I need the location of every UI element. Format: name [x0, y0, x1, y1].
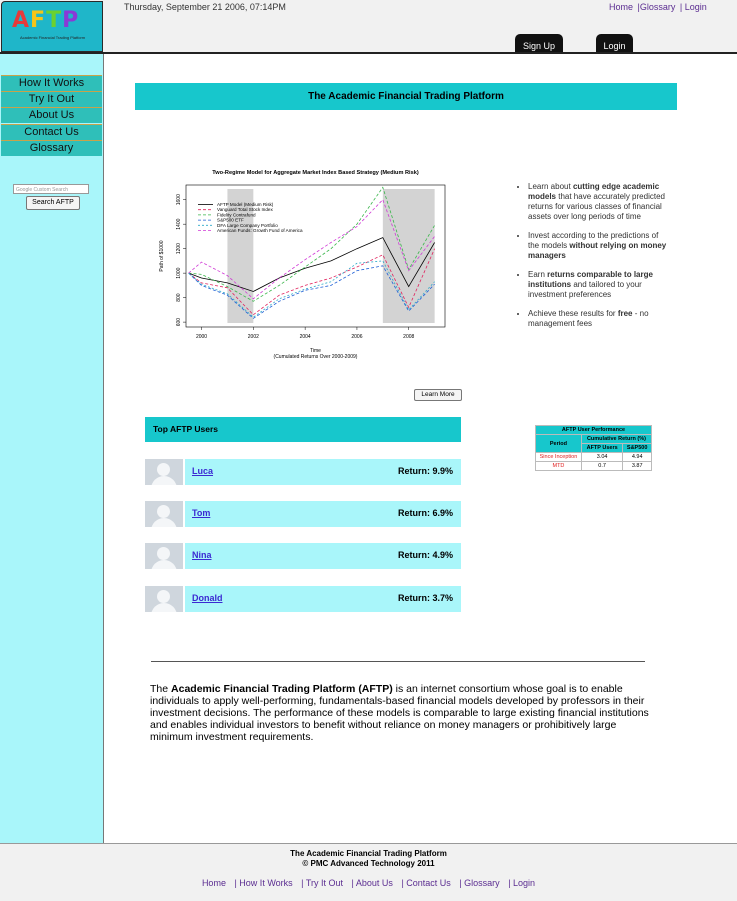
- logo-subtitle: Academic Financial Trading Platform: [20, 35, 86, 40]
- y-tick-label: 1000: [176, 267, 182, 279]
- aftp-users-header: AFTP Users: [581, 444, 622, 453]
- y-tick-label: 1600: [176, 194, 182, 206]
- footer-copyright: © PMC Advanced Technology 2011: [302, 859, 435, 868]
- user-row: [145, 459, 461, 485]
- avatar: [145, 586, 183, 612]
- footer-nav-try-it-out[interactable]: | Try It Out: [301, 878, 344, 888]
- feature-item: • Earn returns comparable to large institutions and tailored to your investment preferences: [528, 270, 670, 300]
- top-nav: [609, 2, 709, 12]
- user-row: [145, 586, 461, 612]
- feature-item: • Learn about cutting edge academic models that have accurately predicted returns for various classes of financial assets over long periods of time: [528, 182, 670, 222]
- footer-nav-contact-us[interactable]: | Contact Us: [401, 878, 451, 888]
- sign-up-button[interactable]: Sign Up: [515, 34, 563, 52]
- top-nav-glossary[interactable]: |Glossary: [637, 2, 676, 12]
- footer-nav: [0, 878, 737, 888]
- user-return: Return: 6.9%: [397, 508, 453, 518]
- sidebar-item-try-it-out[interactable]: Try It Out: [1, 91, 102, 107]
- user-name-link[interactable]: Luca: [192, 466, 214, 476]
- user-name-link[interactable]: Donald: [192, 593, 223, 603]
- footer-nav-home[interactable]: Home: [201, 878, 226, 888]
- user-row: [145, 543, 461, 569]
- sidebar-item-about-us[interactable]: About Us: [1, 107, 102, 123]
- chart-title: Two-Regime Model for Aggregate Market Index Based Strategy (Medium Risk): [212, 170, 419, 176]
- feature-item: • Achieve these results for free - no management fees: [528, 309, 670, 329]
- logo[interactable]: [1, 1, 103, 52]
- footer-nav-how-it-works[interactable]: | How It Works: [234, 878, 293, 888]
- user-row: [145, 501, 461, 527]
- legend-label: American Funds: Growth Fund of America: [217, 228, 303, 233]
- footer-nav-about-us[interactable]: | About Us: [351, 878, 393, 888]
- top-nav-login[interactable]: | Login: [679, 2, 707, 12]
- top-nav-home[interactable]: Home: [609, 2, 634, 12]
- period-label: MTD: [536, 462, 582, 471]
- table-cell: 3.87: [623, 462, 652, 471]
- legend-label: AFTP Model (Medium Risk): [217, 202, 274, 207]
- table-cell: 0.7: [581, 462, 622, 471]
- avatar: [145, 501, 183, 527]
- user-name-link[interactable]: Tom: [192, 508, 211, 518]
- sidebar-item-contact-us[interactable]: Contact Us: [1, 124, 102, 140]
- period-header: Period: [536, 435, 582, 453]
- search-input[interactable]: Google Custom Search: [13, 184, 89, 194]
- feature-item: • Invest according to the predictions of the models without relying on money managers: [528, 231, 670, 261]
- sidebar-item-glossary[interactable]: Glossary: [1, 140, 102, 156]
- cumulative-header: Cumulative Return (%): [581, 435, 651, 444]
- y-tick-label: 1400: [176, 218, 182, 230]
- avatar: [145, 459, 183, 485]
- footer-title: The Academic Financial Trading Platform: [290, 849, 447, 858]
- y-tick-label: 1200: [176, 243, 182, 255]
- legend-label: S&P500 ETF: [217, 217, 244, 223]
- logo-text: AFTP: [12, 8, 80, 33]
- avatar: [145, 543, 183, 569]
- divider: [151, 661, 645, 662]
- table-cell: 3.04: [581, 453, 622, 462]
- user-return: Return: 4.9%: [397, 550, 453, 560]
- y-axis-label: Path of $1000: [159, 240, 165, 272]
- search-button[interactable]: Search AFTP: [26, 196, 80, 210]
- strategy-chart: [155, 165, 455, 365]
- legend-label: Vanguard Total Stock Index: [217, 207, 273, 213]
- footer-nav-glossary[interactable]: | Glossary: [459, 878, 500, 888]
- x-axis-label: Time: [310, 348, 321, 354]
- x-tick-label: 2006: [351, 334, 363, 340]
- sidebar: [0, 54, 104, 843]
- footer-text: [0, 849, 737, 869]
- period-label: Since Inception: [536, 453, 582, 462]
- table-cell: 4.94: [623, 453, 652, 462]
- top-users-header: Top AFTP Users: [145, 417, 461, 442]
- user-return: Return: 9.9%: [397, 466, 453, 476]
- date-time: Thursday, September 21 2006, 07:14PM: [124, 2, 286, 12]
- performance-table: [535, 425, 652, 471]
- sidebar-item-how-it-works[interactable]: How It Works: [1, 75, 102, 91]
- user-name-link[interactable]: Nina: [192, 550, 212, 560]
- x-tick-label: 2008: [403, 334, 415, 340]
- user-return: Return: 3.7%: [397, 593, 453, 603]
- y-tick-label: 800: [176, 293, 182, 302]
- x-tick-label: 2000: [195, 334, 208, 340]
- learn-more-button[interactable]: Learn More: [414, 389, 462, 401]
- login-button[interactable]: Login: [596, 34, 633, 52]
- legend-label: Fidelity Contrafund: [217, 212, 256, 218]
- about-paragraph: The Academic Financial Trading Platform (AFTP) is an internet consortium whose goal is to enable individuals to apply well-performing, fundamentals-based financial models developed by professors in their investment decisions. The performance of these models is comparable to large existing financial institutions and enables individual investors to benefit without reliance on money managers or prohibitively large minimum investment requirements.: [150, 683, 649, 743]
- x-axis-sublabel: (Cumulated Returns Over 2000-2009): [273, 354, 358, 360]
- page-title: The Academic Financial Trading Platform: [135, 83, 677, 110]
- y-tick-label: 600: [176, 317, 182, 327]
- footer-nav-login[interactable]: | Login: [508, 878, 536, 888]
- x-tick-label: 2004: [299, 334, 311, 340]
- legend-label: DFA Large Company Portfolio: [217, 222, 278, 228]
- sp500-header: S&P500: [623, 444, 652, 453]
- x-tick-label: 2002: [247, 334, 259, 340]
- feature-list: [520, 182, 670, 338]
- performance-title: AFTP User Performance: [536, 426, 652, 435]
